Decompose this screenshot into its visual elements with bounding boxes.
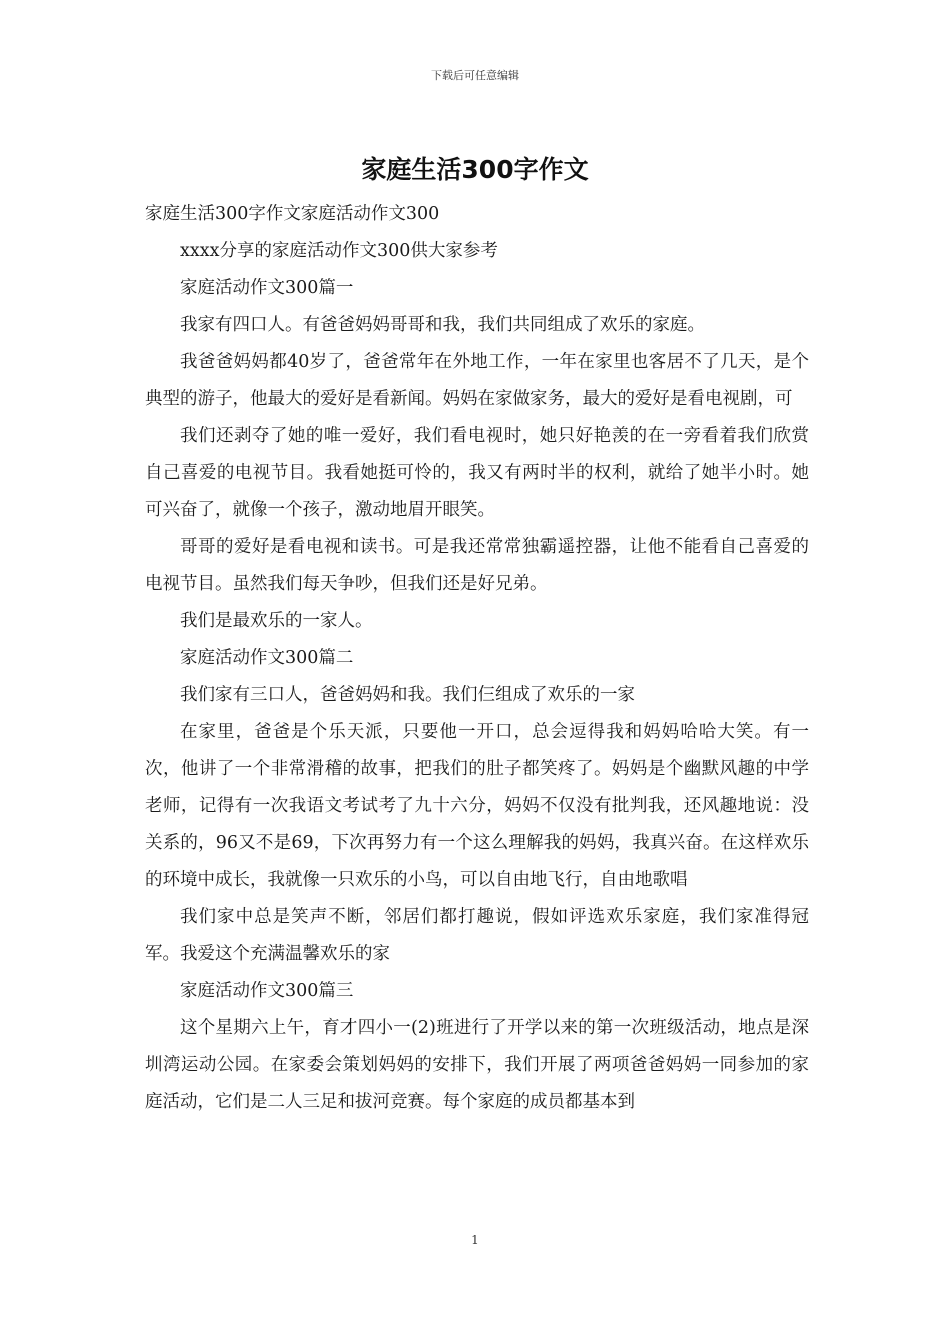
page-number: 1 xyxy=(471,1233,479,1247)
paragraph: 我们家有三口人，爸爸妈妈和我。我们仨组成了欢乐的一家 xyxy=(180,685,635,705)
paragraph: 在家里，爸爸是个乐天派，只要他一开口，总会逗得我和妈妈哈哈大笑。有一次，他讲了一个非常滑稽的故事，把我们的肚子都笑疼了。妈妈是个幽默风趣的中学老师，记得有一次我语文考试考了九十六分，妈妈不仅没有批判我，还风趣地说：没关系的，96又不是69，下次再努力有一个这么理解我的妈妈，我真兴奋。在这样欢乐的环境中成长，我就像一只欢乐的小鸟，可以自由地飞行，自由地歌唱 xyxy=(145,722,809,890)
paragraph: 家庭生活300字作文家庭活动作文300 xyxy=(145,204,440,224)
paragraph: 哥哥的爱好是看电视和读书。可是我还常常独霸遥控器，让他不能看自己喜爱的电视节目。虽然我们每天争吵，但我们还是好兄弟。 xyxy=(145,537,809,594)
section-heading: 家庭活动作文300篇二 xyxy=(180,648,354,668)
paragraph: 这个星期六上午，育才四小一(2)班进行了开学以来的第一次班级活动，地点是深圳湾运动公园。在家委会策划妈妈的安排下，我们开展了两项爸爸妈妈一同参加的家庭活动，它们是二人三足和拔河竞赛。每个家庭的成员都基本到 xyxy=(145,1018,809,1112)
paragraph: 我家有四口人。有爸爸妈妈哥哥和我，我们共同组成了欢乐的家庭。 xyxy=(180,315,705,335)
paragraph: 我们是最欢乐的一家人。 xyxy=(180,611,373,631)
document-body xyxy=(145,196,809,1121)
paragraph: 我爸爸妈妈都40岁了，爸爸常年在外地工作，一年在家里也客居不了几天，是个典型的游子，他最大的爱好是看新闻。妈妈在家做家务，最大的爱好是看电视剧，可 xyxy=(145,352,809,409)
section-heading: 家庭活动作文300篇三 xyxy=(180,981,354,1001)
paragraph: 我们家中总是笑声不断，邻居们都打趣说，假如评选欢乐家庭，我们家准得冠军。我爱这个充满温馨欢乐的家 xyxy=(145,907,809,964)
section-heading: 家庭活动作文300篇一 xyxy=(180,278,354,298)
header-note: 下载后可任意编辑 xyxy=(431,69,519,82)
document-title: 家庭生活300字作文 xyxy=(361,155,589,184)
paragraph: xxxx分享的家庭活动作文300供大家参考 xyxy=(180,241,498,261)
paragraph: 我们还剥夺了她的唯一爱好，我们看电视时，她只好艳羡的在一旁看着我们欣赏自己喜爱的电视节目。我看她挺可怜的，我又有两时半的权利，就给了她半小时。她可兴奋了，就像一个孩子，激动地眉开眼笑。 xyxy=(145,426,809,520)
